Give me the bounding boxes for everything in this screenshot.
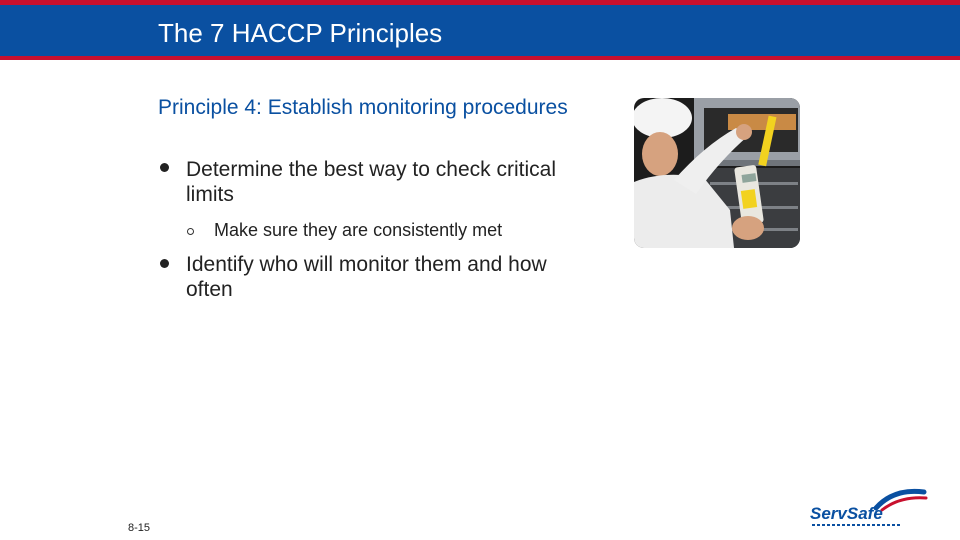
slide-subtitle: Principle 4: Establish monitoring procedures — [158, 96, 568, 119]
bullet-dot-icon — [160, 259, 169, 268]
logo-wordmark: ServSafe — [810, 504, 883, 523]
sub-bullet-circle-icon — [187, 228, 194, 235]
slide-title: The 7 HACCP Principles — [158, 18, 443, 48]
bullet-2-text: Identify who will monitor them and how often — [186, 253, 547, 301]
sub-bullet-1-text: Make sure they are consistently met — [214, 220, 503, 240]
logo-tagline-mark — [812, 524, 902, 526]
bullet-dot-icon — [160, 163, 169, 172]
title-bar-red-stripe — [0, 56, 960, 60]
chef-thermometer-photo — [634, 98, 800, 248]
chef-with-thermometer-icon — [634, 98, 800, 248]
bullet-1-text: Determine the best way to check critical limits — [186, 158, 556, 206]
title-bar — [0, 5, 960, 56]
servsafe-logo — [806, 488, 928, 532]
page-number: 8-15 — [128, 522, 151, 534]
